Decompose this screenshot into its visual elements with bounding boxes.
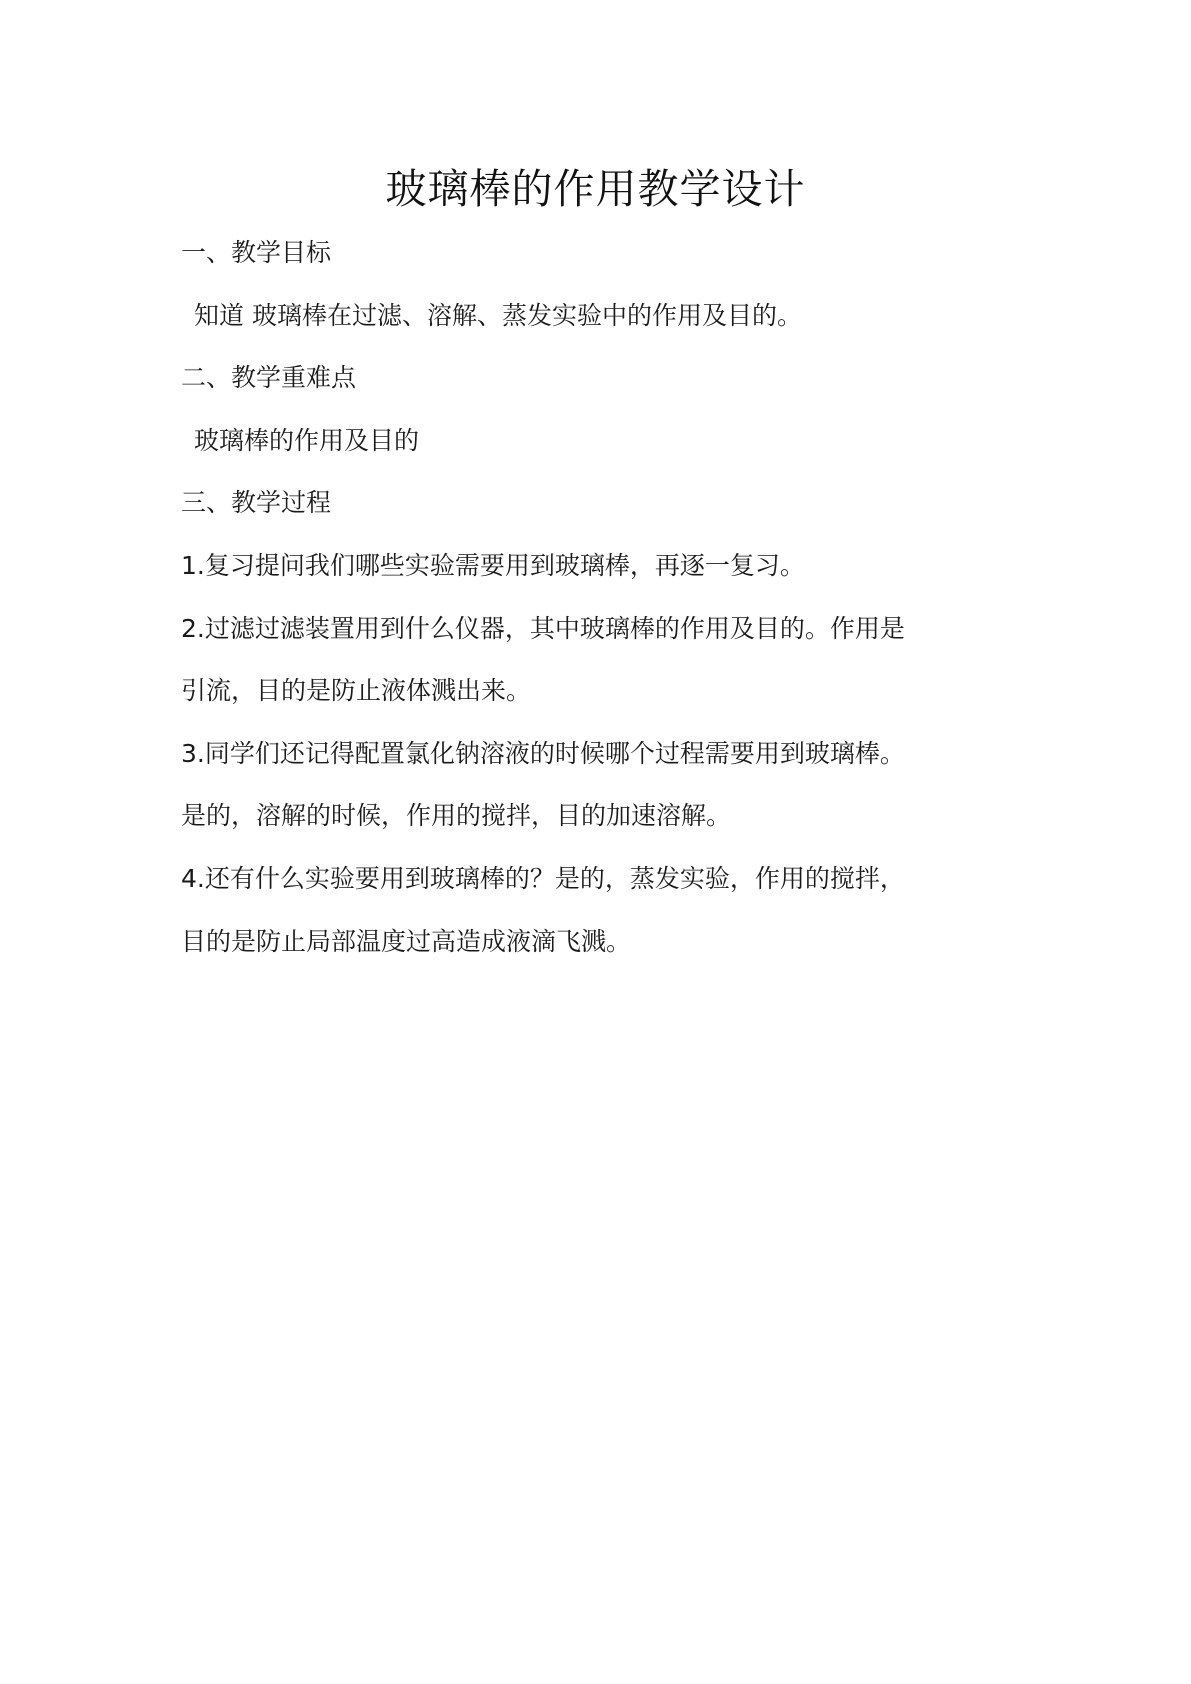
section-heading-objectives: 一、教学目标	[181, 238, 332, 267]
section-heading-key-points: 二、教学重难点	[181, 363, 357, 392]
process-step-2-line-2: 引流，目的是防止液体溅出来。	[181, 676, 532, 705]
process-step-4-line-1: 4.还有什么实验要用到玻璃棒的？是的，蒸发实验，作用的搅拌，	[181, 864, 905, 893]
process-step-3-line-2: 是的，溶解的时候，作用的搅拌，目的加速溶解。	[181, 801, 732, 830]
process-step-1: 1.复习提问我们哪些实验需要用到玻璃棒，再逐一复习。	[181, 551, 805, 580]
process-step-3-line-1: 3.同学们还记得配置氯化钠溶液的时候哪个过程需要用到玻璃棒。	[181, 739, 905, 768]
section-heading-process: 三、教学过程	[181, 488, 332, 517]
document-title: 玻璃棒的作用教学设计	[385, 165, 806, 213]
process-step-4-line-2: 目的是防止局部温度过高造成液滴飞溅。	[181, 927, 632, 956]
objectives-text: 知道 玻璃棒在过滤、溶解、蒸发实验中的作用及目的。	[194, 301, 802, 330]
key-points-text: 玻璃棒的作用及目的	[194, 426, 420, 455]
process-step-2-line-1: 2.过滤过滤装置用到什么仪器，其中玻璃棒的作用及目的。作用是	[181, 614, 905, 643]
